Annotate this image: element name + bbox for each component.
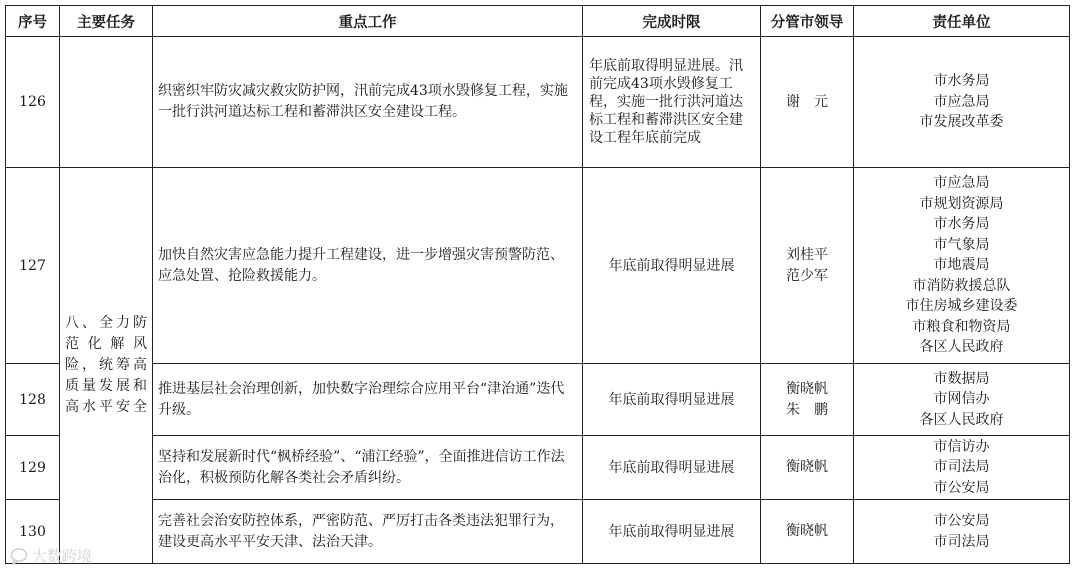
leader-cell	[761, 500, 854, 564]
watermark	[10, 545, 92, 566]
unit-name: 市司法局	[933, 459, 990, 476]
unit-cell	[854, 500, 1070, 564]
leader-name: 衡晓帆	[786, 459, 828, 475]
unit-name: 市住房城乡建设委	[905, 298, 1018, 315]
header-leader: 分管市领导	[761, 6, 854, 37]
deadline: 年底前取得明显进展	[583, 168, 761, 364]
header-row	[6, 6, 1070, 37]
key-work: 坚持和发展新时代“枫桥经验”、“浦江经验”，全面推进信访工作法治化，积极预防化解各类社会矛盾纠纷。	[153, 436, 583, 500]
key-work: 推进基层社会治理创新，加快数字治理综合应用平台“津治通”迭代升级。	[153, 364, 583, 436]
deadline: 年底前取得明显进展。汛前完成43项水毁修复工程，实施一批行洪河道达标工程和蓄滞洪区安全建设工程年底前完成	[583, 37, 761, 168]
unit-name: 市粮食和物资局	[912, 318, 1011, 335]
table-row	[6, 436, 1070, 500]
deadline: 年底前取得明显进展	[583, 500, 761, 564]
unit-name: 市规划资源局	[919, 195, 1004, 212]
unit-name: 市水务局	[933, 73, 990, 90]
deadline: 年底前取得明显进展	[583, 436, 761, 500]
table-row	[6, 37, 1070, 168]
unit-cell	[854, 436, 1070, 500]
watermark-text: 大数跨境	[32, 547, 93, 565]
leader-name: 谢 元	[786, 93, 828, 110]
leader-cell	[761, 168, 854, 364]
leader-cell	[761, 364, 854, 436]
unit-name: 市应急局	[933, 175, 990, 192]
row-number: 130	[6, 500, 60, 564]
table-row	[6, 168, 1070, 364]
key-work: 织密织牢防灾减灾救灾防护网，汛前完成43项水毁修复工程，实施一批行洪河道达标工程和蓄滞洪区安全建设工程。	[153, 37, 583, 168]
unit-name: 市信访办	[933, 438, 990, 455]
table-row	[6, 364, 1070, 436]
unit-name: 市地震局	[933, 257, 990, 274]
header-no: 序号	[6, 6, 60, 37]
unit-name: 市消防救援总队	[912, 277, 1011, 294]
task-cell-empty	[60, 37, 153, 168]
main-task: 八、全力防范化解风险，统筹高质量发展和高水平安全	[60, 168, 153, 564]
header-task: 主要任务	[60, 6, 153, 37]
unit-name: 市水务局	[933, 216, 990, 233]
row-number: 126	[6, 37, 60, 168]
unit-name: 市网信办	[933, 391, 990, 408]
unit-name: 各区人民政府	[919, 411, 1004, 428]
leader-cell	[761, 37, 854, 168]
header-unit: 责任单位	[854, 6, 1070, 37]
task-table	[5, 5, 1070, 564]
leader-name: 朱 鹏	[786, 401, 828, 418]
row-number: 129	[6, 436, 60, 500]
leader-name: 衡晓帆	[786, 523, 828, 539]
unit-name: 市公安局	[933, 513, 990, 529]
leader-name: 刘桂平	[786, 246, 828, 263]
unit-name: 各区人民政府	[919, 339, 1004, 356]
key-work: 完善社会治安防控体系，严密防范、严厉打击各类违法犯罪行为，建设更高水平平安天津、法治天津。	[153, 500, 583, 564]
unit-cell	[854, 364, 1070, 436]
chat-bubble-icon	[10, 547, 28, 565]
key-work: 加快自然灾害应急能力提升工程建设，进一步增强灾害预警防范、应急处置、抢险救援能力。	[153, 168, 583, 364]
unit-name: 市司法局	[933, 533, 990, 550]
leader-cell	[761, 436, 854, 500]
deadline: 年底前取得明显进展	[583, 364, 761, 436]
row-number: 127	[6, 168, 60, 364]
unit-name: 市气象局	[933, 236, 990, 253]
leader-name: 范少军	[786, 267, 828, 284]
header-work: 重点工作	[153, 6, 583, 37]
leader-name: 衡晓帆	[786, 380, 828, 397]
unit-name: 市应急局	[933, 93, 990, 110]
unit-cell	[854, 37, 1070, 168]
table-row	[6, 500, 1070, 564]
unit-name: 市公安局	[933, 479, 990, 496]
unit-cell	[854, 168, 1070, 364]
header-deadline: 完成时限	[583, 6, 761, 37]
unit-name: 市数据局	[933, 370, 990, 387]
unit-name: 市发展改革委	[919, 114, 1004, 131]
row-number: 128	[6, 364, 60, 436]
